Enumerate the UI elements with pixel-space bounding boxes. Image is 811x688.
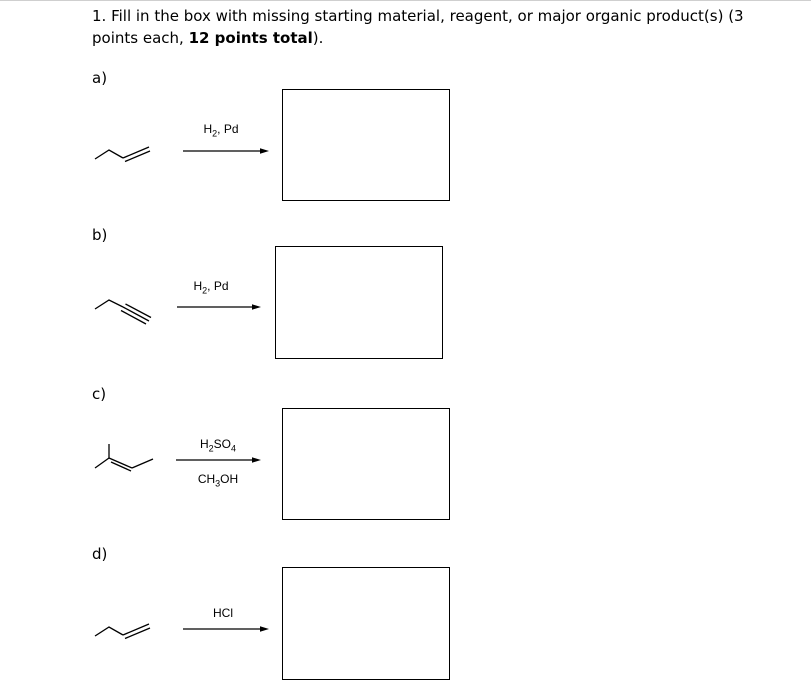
part-b-label: b): [92, 226, 108, 244]
points-total: 12 points total: [188, 29, 313, 47]
part-d-label: d): [92, 545, 108, 563]
part-c-reaction-arrow: [176, 455, 264, 465]
question-text: 1. Fill in the box with missing starting material, reagent, or major organic product(s) (3 points each, 12 points total).: [92, 7, 744, 47]
part-c-reagent-top: $H_2SO_4$: [199, 437, 237, 454]
part-c-reagent-bottom: $CH_3OH$: [197, 472, 239, 489]
part-c-answer-box[interactable]: [282, 408, 450, 520]
part-a-reagent: $H_2$, Pd: [203, 122, 239, 139]
part-a-answer-box[interactable]: [282, 89, 450, 201]
part-d-answer-box[interactable]: [282, 567, 450, 680]
part-b-reagent: $H_2$, Pd: [193, 279, 229, 296]
part-b-reaction-arrow: [177, 302, 265, 312]
part-a-starting-material: [95, 145, 155, 165]
part-a-label: a): [92, 69, 108, 87]
part-b-starting-material: [95, 295, 155, 325]
part-b-answer-box[interactable]: [275, 246, 443, 359]
part-c-label: c): [92, 385, 107, 403]
part-c-starting-material: [95, 444, 155, 472]
part-d-starting-material: [95, 622, 155, 642]
part-a-reaction-arrow: [183, 146, 271, 156]
part-d-reagent: HCl: [213, 606, 233, 620]
top-divider: [0, 0, 811, 1]
part-d-reaction-arrow: [183, 624, 271, 634]
